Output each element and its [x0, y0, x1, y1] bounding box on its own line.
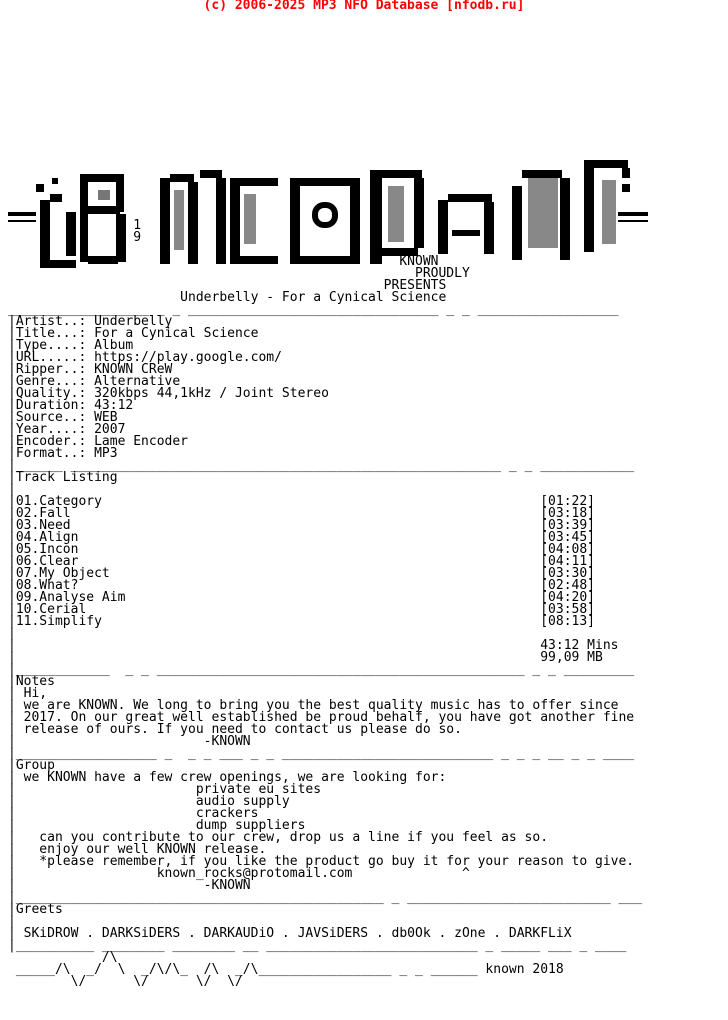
group-line-1: | we KNOWN have a few crew openings, we are looking for:	[8, 770, 447, 785]
group-line-7: | enjoy our well KNOWN release.	[8, 842, 267, 857]
release-title: Underbelly - For a Cynical Science	[8, 290, 447, 305]
group-line-3: | audio supply	[8, 794, 290, 809]
footer-wave-bottom: \/ \/ \/ \/	[8, 974, 243, 989]
presents-proudly: PROUDLY	[8, 266, 470, 281]
track-row-8: |08.What? [02:48]	[8, 578, 595, 593]
group-line-4: | crackers	[8, 806, 259, 821]
presents-presents: PRESENTS	[8, 278, 447, 293]
track-row-5: |05.Incon [04:08]	[8, 542, 595, 557]
spacer-line: |	[8, 626, 16, 641]
group-line-2: | private eu sites	[8, 782, 322, 797]
presents-known: KNOWN	[8, 254, 439, 269]
track-row-9: |09.Analyse Aim [04:20]	[8, 590, 595, 605]
logo-digit-2: 9	[8, 230, 142, 245]
footer-wave-top: /\	[8, 950, 118, 965]
total-size: | 99,09 MB	[8, 650, 603, 665]
info-row-9: |Source..: WEB	[8, 410, 118, 425]
group-line-6: | can you contribute to our crew, drop us a line if you feel as so.	[8, 830, 549, 845]
separator: __________________ _ _ ________________________________ _ _ __________________	[8, 302, 619, 317]
track-row-10: |10.Cerial [03:58]	[8, 602, 595, 617]
info-row-11: |Encoder.: Lame Encoder	[8, 434, 189, 449]
notes-line-3: | 2017. On our great well established be proud behalf, you have got another fine	[8, 710, 635, 725]
track-row-4: |04.Align [03:45]	[8, 530, 595, 545]
spacer-line	[8, 172, 642, 184]
track-row-2: |02.Fall [03:18]	[8, 506, 595, 521]
track-row-6: |06.Clear [04:11]	[8, 554, 595, 569]
info-row-5: |Ripper..: KNOWN CReW	[8, 362, 173, 377]
spacer-line	[8, 196, 642, 208]
info-row-3: |Type....: Album	[8, 338, 134, 353]
group-line-5: | dump suppliers	[8, 818, 306, 833]
notes-line-5: | -KNOWN	[8, 734, 251, 749]
tracklist-heading: |Track Listing	[8, 470, 118, 485]
info-row-12: |Format..: MP3	[8, 446, 118, 461]
separator: |____________ _ _ _______________________________________________ _ _ _________	[8, 662, 635, 677]
track-row-7: |07.My Object [03:30]	[8, 566, 595, 581]
info-row-6: |Genre...: Alternative	[8, 374, 181, 389]
copyright-banner: (c) 2006-2025 MP3 NFO Database [nfodb.ru]	[203, 0, 525, 13]
group-line-10: | -KNOWN	[8, 878, 251, 893]
total-time: | 43:12 Mins	[8, 638, 619, 653]
group-line-9: | known_rocks@protomail.com ^	[8, 866, 470, 881]
group-line-8: | *please remember, if you like the product go buy it for your reason to give.	[8, 854, 635, 869]
notes-line-1: | Hi,	[8, 686, 48, 701]
notes-line-2: | we are KNOWN. We long to bring you the best quality music has to offer since	[8, 698, 619, 713]
info-row-8: |Duration: 43:12	[8, 398, 134, 413]
info-row-2: |Title...: For a Cynical Science	[8, 326, 259, 341]
spacer-line	[8, 184, 642, 196]
logo-digit-1: 1	[8, 218, 142, 233]
separator: |__________________ _ _ _ ___ _ _ ___________________________ _ _ _ __ _ _ ____	[8, 746, 635, 761]
footer-signature: _____/\ _/ \ _/\/\_ /\ _/\_________________ _ _ ______ known 2018	[8, 962, 564, 977]
separator: |______ _______________________________________________________ _ _ ____________	[8, 458, 635, 473]
greets-line: | SKiDROW . DARKSiDERS . DARKAUDiO . JAVSiDERS . db0Ok . zOne . DARKFLiX	[8, 926, 572, 941]
notes-line-4: | release of ours. If you need to contact us please do so.	[8, 722, 462, 737]
track-row-3: |03.Need [03:39]	[8, 518, 595, 533]
info-row-10: |Year....: 2007	[8, 422, 126, 437]
info-row-4: |URL.....: https://play.google.com/	[8, 350, 282, 365]
info-row-1: |Artist..: Underbelly	[8, 314, 173, 329]
nfo-body	[8, 160, 642, 988]
spacer-line: |	[8, 482, 16, 497]
spacer-line	[8, 160, 642, 172]
separator: |_______________________________________________ _ __________________________ ___	[8, 890, 642, 905]
notes-heading: |Notes	[8, 674, 55, 689]
greets-heading: |Greets	[8, 902, 63, 917]
track-row-1: |01.Category [01:22]	[8, 494, 595, 509]
info-row-7: |Quality.: 320kbps 44,1kHz / Joint Stereo	[8, 386, 329, 401]
group-heading: |Group	[8, 758, 55, 773]
track-row-11: |11.Simplify [08:13]	[8, 614, 595, 629]
separator: |__________ ________ ________ __ ___________________________ _ _____ ___ _ ____	[8, 938, 627, 953]
spacer-line: |	[8, 914, 16, 929]
